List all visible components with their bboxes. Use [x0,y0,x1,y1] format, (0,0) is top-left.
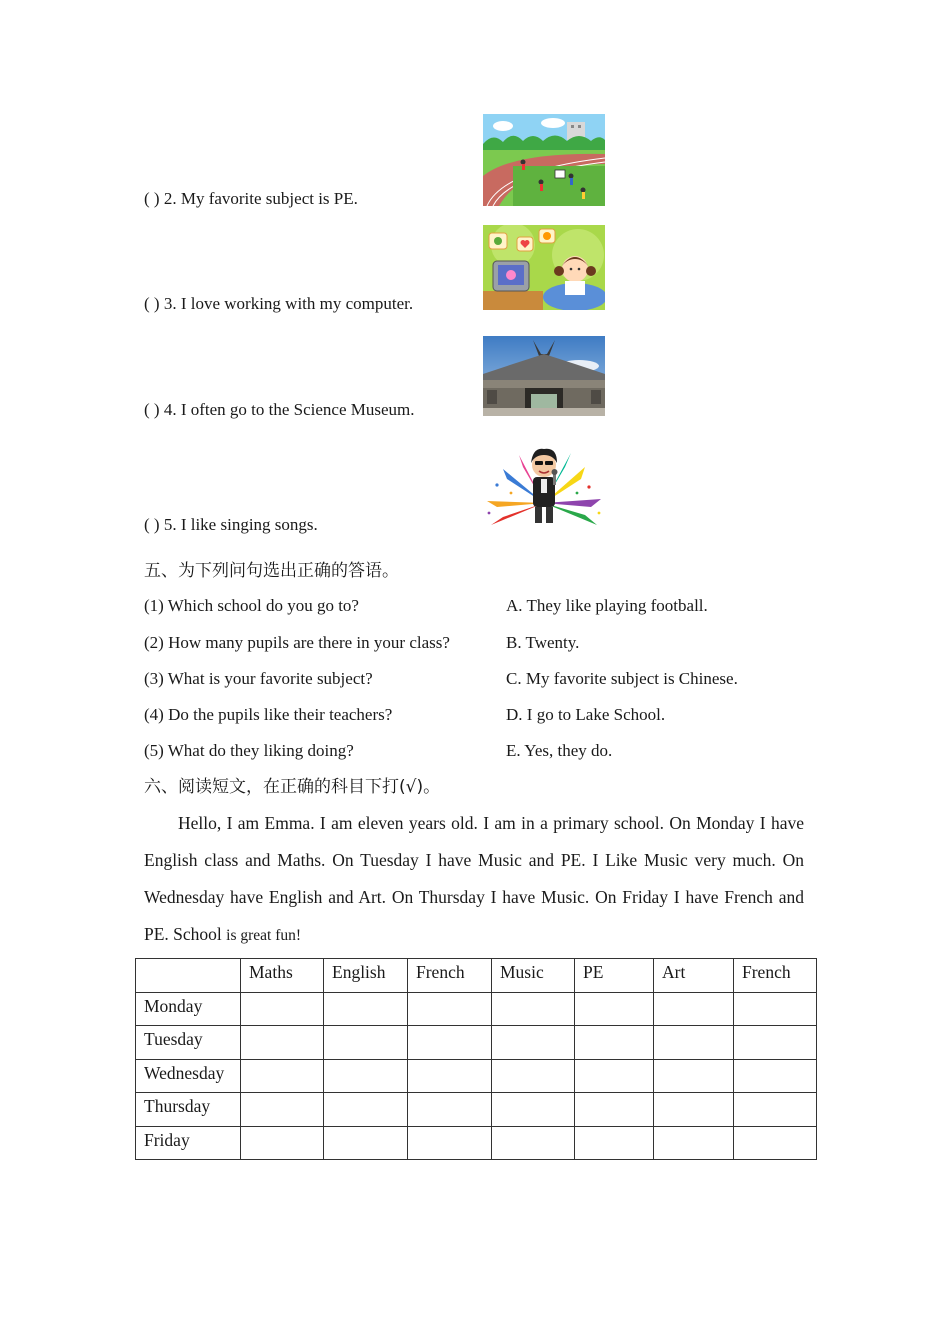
check-cell[interactable] [734,992,817,1026]
item-text: 4. I often go to the Science Museum. [163,400,415,419]
check-cell[interactable] [575,1126,654,1160]
table-row [136,1126,817,1160]
check-cell[interactable] [324,992,408,1026]
passage-tail: is great fun! [226,927,302,944]
section6-title: 六、阅读短文，在正确的科目下打(√)。 [144,777,441,797]
question-4: (4) Do the pupils like their teachers? [144,705,393,724]
table-row [136,992,817,1026]
check-cell[interactable] [241,1093,324,1127]
answer-e: E. Yes, they do. [506,741,613,760]
check-cell[interactable] [408,1093,492,1127]
check-cell[interactable] [324,1093,408,1127]
check-cell[interactable] [492,1126,575,1160]
check-cell[interactable] [575,1026,654,1060]
check-cell[interactable] [654,1126,734,1160]
header-cell: Music [492,959,575,993]
answer-blank[interactable]: ( ) [144,294,160,313]
header-cell: French [408,959,492,993]
header-cell: English [324,959,408,993]
check-cell[interactable] [734,1093,817,1127]
check-cell[interactable] [734,1059,817,1093]
check-cell[interactable] [492,1026,575,1060]
check-cell[interactable] [654,992,734,1026]
check-cell[interactable] [492,1059,575,1093]
item-text: 3. I love working with my computer. [163,294,414,313]
check-cell[interactable] [654,1059,734,1093]
question-2: (2) How many pupils are there in your class? [144,633,450,652]
matching-item-3 [144,293,413,315]
header-cell: Maths [241,959,324,993]
item-text: 2. My favorite subject is PE. [163,189,358,208]
check-cell[interactable] [734,1026,817,1060]
table-row [136,1059,817,1093]
question-3: (3) What is your favorite subject? [144,669,373,688]
check-cell[interactable] [324,1026,408,1060]
check-cell[interactable] [408,1059,492,1093]
check-cell[interactable] [654,1026,734,1060]
passage-text: Hello, I am Emma. I am eleven years old. I am in a primary school. On Monday I have English class and Maths. On Tuesday I have Music and PE. I Like Music very much. On Wednesday have English and Art. On Thursday I have Music. On Friday I have French and PE. School [144,813,804,944]
check-cell[interactable] [734,1126,817,1160]
answer-blank[interactable]: ( ) [144,400,160,419]
reading-passage [144,805,804,954]
subject-table [135,958,817,1160]
matching-item-5 [144,514,318,536]
check-cell[interactable] [575,1093,654,1127]
check-cell[interactable] [324,1059,408,1093]
answer-blank[interactable]: ( ) [144,189,160,208]
check-cell[interactable] [408,1026,492,1060]
table-row [136,1093,817,1127]
section5-title: 五、为下列问句选出正确的答语。 [144,561,399,581]
question-5: (5) What do they liking doing? [144,741,354,760]
row-label: Thursday [136,1093,241,1127]
check-cell[interactable] [492,1093,575,1127]
matching-item-2 [144,188,358,210]
header-cell: Art [654,959,734,993]
header-cell [136,959,241,993]
table-header-row [136,959,817,993]
check-cell[interactable] [241,1026,324,1060]
question-1: (1) Which school do you go to? [144,596,359,615]
answer-c: C. My favorite subject is Chinese. [506,669,738,688]
answer-blank[interactable]: ( ) [144,515,160,534]
answer-a: A. They like playing football. [506,596,708,615]
check-cell[interactable] [408,992,492,1026]
header-cell: PE [575,959,654,993]
row-label: Monday [136,992,241,1026]
museum-building-icon [483,336,605,416]
check-cell[interactable] [408,1126,492,1160]
check-cell[interactable] [241,992,324,1026]
check-cell[interactable] [654,1093,734,1127]
answer-b: B. Twenty. [506,633,580,652]
check-cell[interactable] [241,1059,324,1093]
row-label: Tuesday [136,1026,241,1060]
table-row [136,1026,817,1060]
running-track-icon [483,114,605,206]
matching-item-4 [144,399,415,421]
item-text: 5. I like singing songs. [163,515,318,534]
check-cell[interactable] [575,992,654,1026]
check-cell[interactable] [575,1059,654,1093]
row-label: Friday [136,1126,241,1160]
row-label: Wednesday [136,1059,241,1093]
check-cell[interactable] [492,992,575,1026]
answer-d: D. I go to Lake School. [506,705,666,724]
check-cell[interactable] [241,1126,324,1160]
girl-computer-icon [483,225,605,310]
check-cell[interactable] [324,1126,408,1160]
singer-icon [483,443,605,528]
header-cell: French [734,959,817,993]
